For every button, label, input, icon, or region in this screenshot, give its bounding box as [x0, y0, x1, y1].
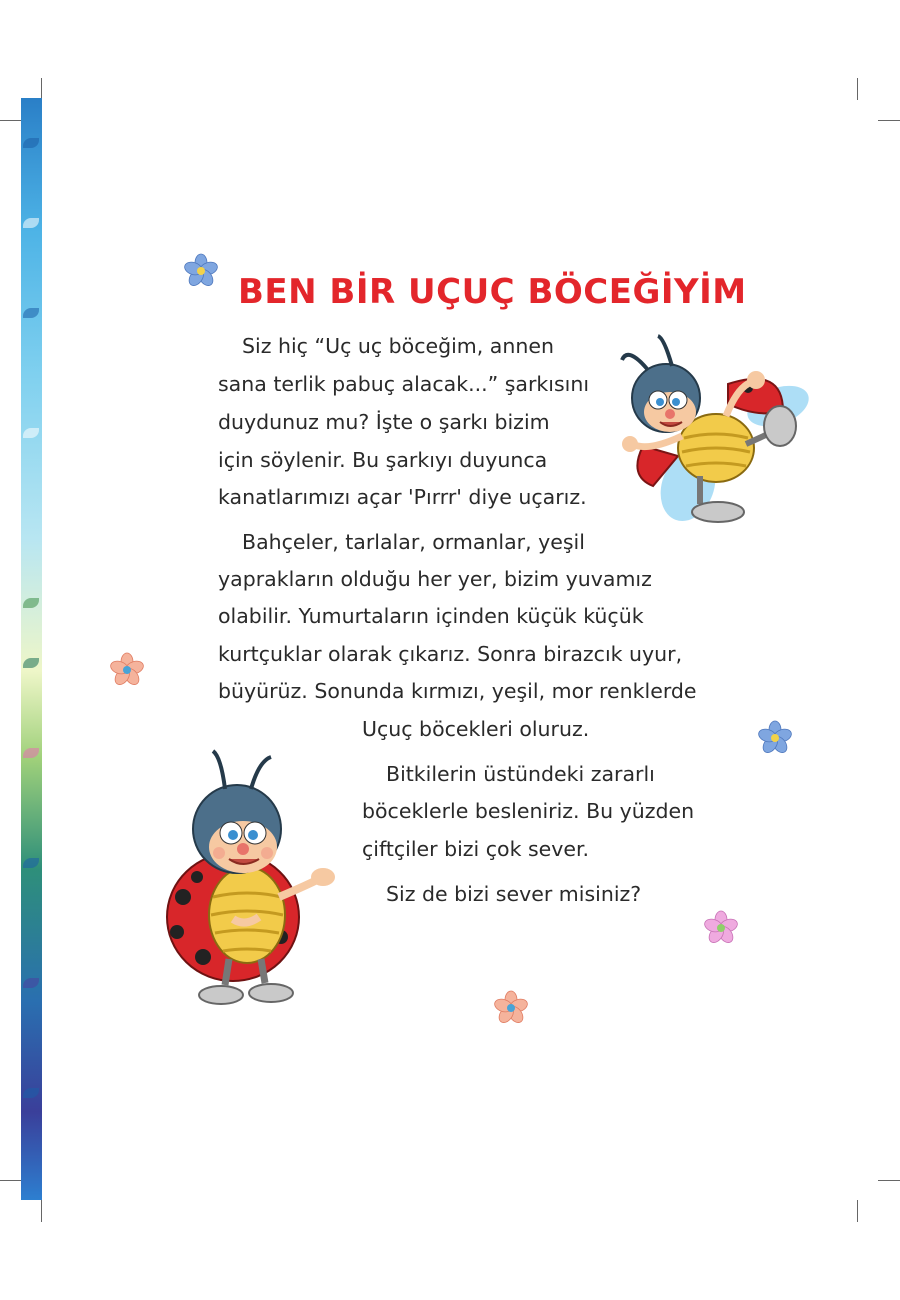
text-line: duydunuz mu? İşte o şarkı bizim: [218, 410, 550, 434]
text-line: sana terlik pabuç alacak...” şarkısını: [218, 372, 590, 396]
text-line: kanatlarımızı açar 'Pırrr' diye uçarız.: [218, 485, 587, 509]
crop-mark: [857, 78, 858, 100]
crop-mark: [0, 1180, 22, 1181]
text-line: olabilir. Yumurtaların içinden küçük küçük: [218, 604, 644, 628]
flower-icon: [109, 652, 145, 688]
text-line: büyürüz. Sonunda kırmızı, yeşil, mor renklerde: [218, 679, 697, 703]
crop-mark: [878, 120, 900, 121]
text-line: Siz hiç “Uç uç böceğim, annen: [242, 334, 554, 358]
flower-icon: [757, 720, 793, 756]
crop-mark: [0, 120, 22, 121]
flower-icon: [493, 990, 529, 1026]
ladybug-standing-illustration: [163, 747, 343, 1013]
page-title: BEN BİR UÇUÇ BÖCEĞİYİM: [238, 272, 747, 312]
decorative-side-strip: [21, 98, 42, 1200]
crop-mark: [857, 1200, 858, 1222]
crop-mark: [41, 78, 42, 100]
flower-icon: [703, 910, 739, 946]
flower-icon: [183, 253, 219, 289]
crop-mark: [41, 1200, 42, 1222]
text-line: Bitkilerin üstündeki zararlı: [386, 762, 655, 786]
text-line: için söylenir. Bu şarkıyı duyunca: [218, 448, 548, 472]
text-line: böceklerle besleniriz. Bu yüzden: [362, 799, 695, 823]
ladybug-flying-illustration: [608, 326, 812, 532]
crop-mark: [878, 1180, 900, 1181]
text-line: Siz de bizi sever misiniz?: [386, 882, 642, 906]
text-line: yaprakların olduğu her yer, bizim yuvamız: [218, 567, 652, 591]
text-line: çiftçiler bizi çok sever.: [362, 837, 590, 861]
text-line: kurtçuklar olarak çıkarız. Sonra birazcık uyur,: [218, 642, 683, 666]
text-line: Bahçeler, tarlalar, ormanlar, yeşil: [242, 530, 585, 554]
text-line: Uçuç böcekleri oluruz.: [362, 717, 590, 741]
